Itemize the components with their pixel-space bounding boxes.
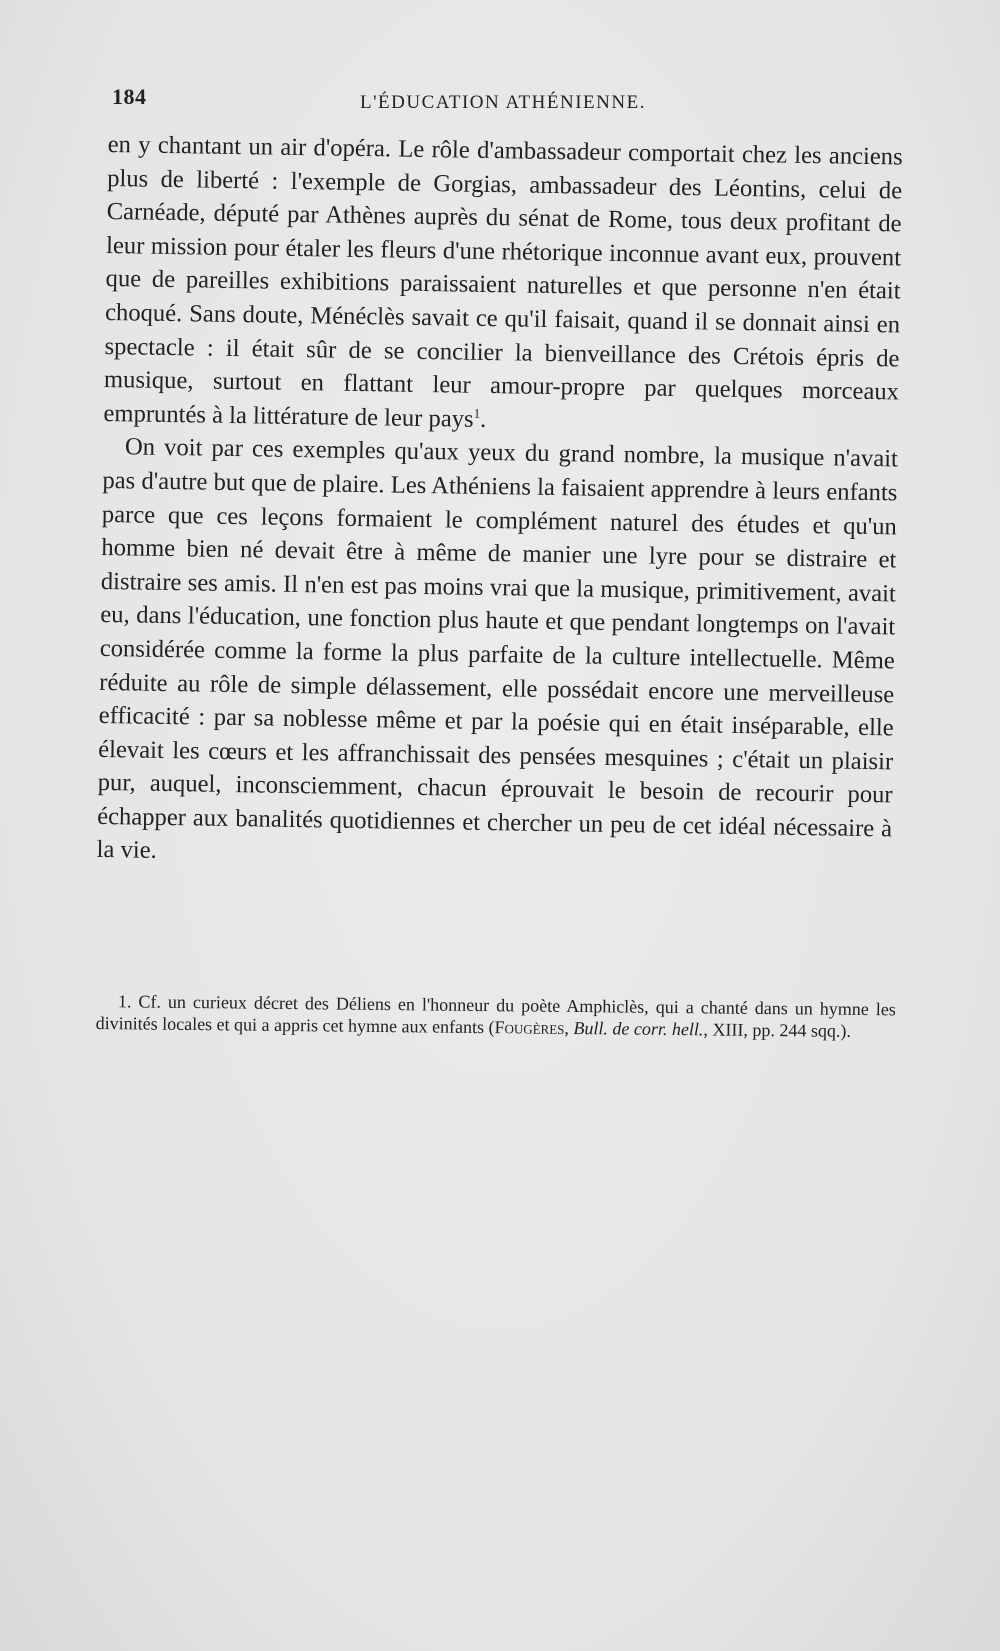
footnote-reference: 1: [473, 405, 481, 421]
paragraph-1: [103, 128, 903, 443]
footnote-1: 1. Cf. un curieux décret des Déliens en l'honneur du poète Amphiclès, qui a chanté dans un hymne les divinités locales et qui a appris cet hymne aux enfants (Fougères, Bull. de corr. hell., XIII, pp. 244 sqq.).: [95, 991, 896, 1041]
footnote-author: Fougères: [494, 1017, 565, 1038]
footnote: [96, 990, 896, 1042]
body-text: [96, 128, 903, 879]
footnote-citation: , XIII, pp. 244 sqq.).: [703, 1019, 852, 1041]
footnote-journal: Bull. de corr. hell.: [573, 1018, 704, 1040]
footnote-text: Cf. un curieux décret des Déliens en l'honneur du poète Amphiclès, qui a chanté dans un hymne les divinités locales et qui a appris cet hymne aux enfants (: [95, 991, 896, 1038]
footnote-number: 1.: [117, 991, 132, 1012]
running-title: L'ÉDUCATION ATHÉNIENNE.: [360, 92, 646, 113]
paragraph-1-text: en y chantant un air d'opéra. Le rôle d'ambassadeur comportait chez les anciens plus de liberté : l'exemple de Gorgias, ambassadeur des Léontins, celui de Carnéade, député par Athènes auprès du sénat de Rome, tous deux profitant de leur mission pour étaler les fleurs d'une rhétorique inconnue avant eux, prouvent que de pareilles exhibitions paraissaient naturelles et que personne n'en était choqué. Sans doute, Ménéclès savait ce qu'il faisait, quand il se donnait ainsi en spectacle : il était sûr de se concilier la bienveillance des Crétois épris de musique, surtout en flattant leur amour-propre par quelques morceaux empruntés à la littérature de leur pays: [103, 130, 903, 433]
page-header: [112, 84, 882, 124]
page-number: 184: [112, 84, 147, 109]
paragraph-1-end: .: [479, 405, 487, 433]
paragraph-2: On voit par ces exemples qu'aux yeux du grand nombre, la musique n'avait pas d'autre but que de plaire. Les Athéniens la faisaient apprendre à leurs enfants parce que ces leçons formaient le complément naturel des études et qu'un homme bien né devait être à même de manier une lyre pour se distraire et distraire ses amis. Il n'en est pas moins vrai que la musique, primitivement, avait eu, dans l'éducation, une fonction plus haute et que pendant longtemps on l'avait considérée comme la forme la plus parfaite de la culture intellectuelle. Même réduite au rôle de simple délassement, elle possédait encore une merveilleuse efficacité : par sa noblesse même et par la poésie qui en était inséparable, elle élevait les cœurs et les affranchissait des pensées mesquines ; c'était un plaisir pur, auquel, inconsciemment, chacun éprouvait le besoin de recourir pour échapper aux banalités quotidiennes et chercher un peu de cet idéal nécessaire à la vie.: [96, 433, 899, 865]
